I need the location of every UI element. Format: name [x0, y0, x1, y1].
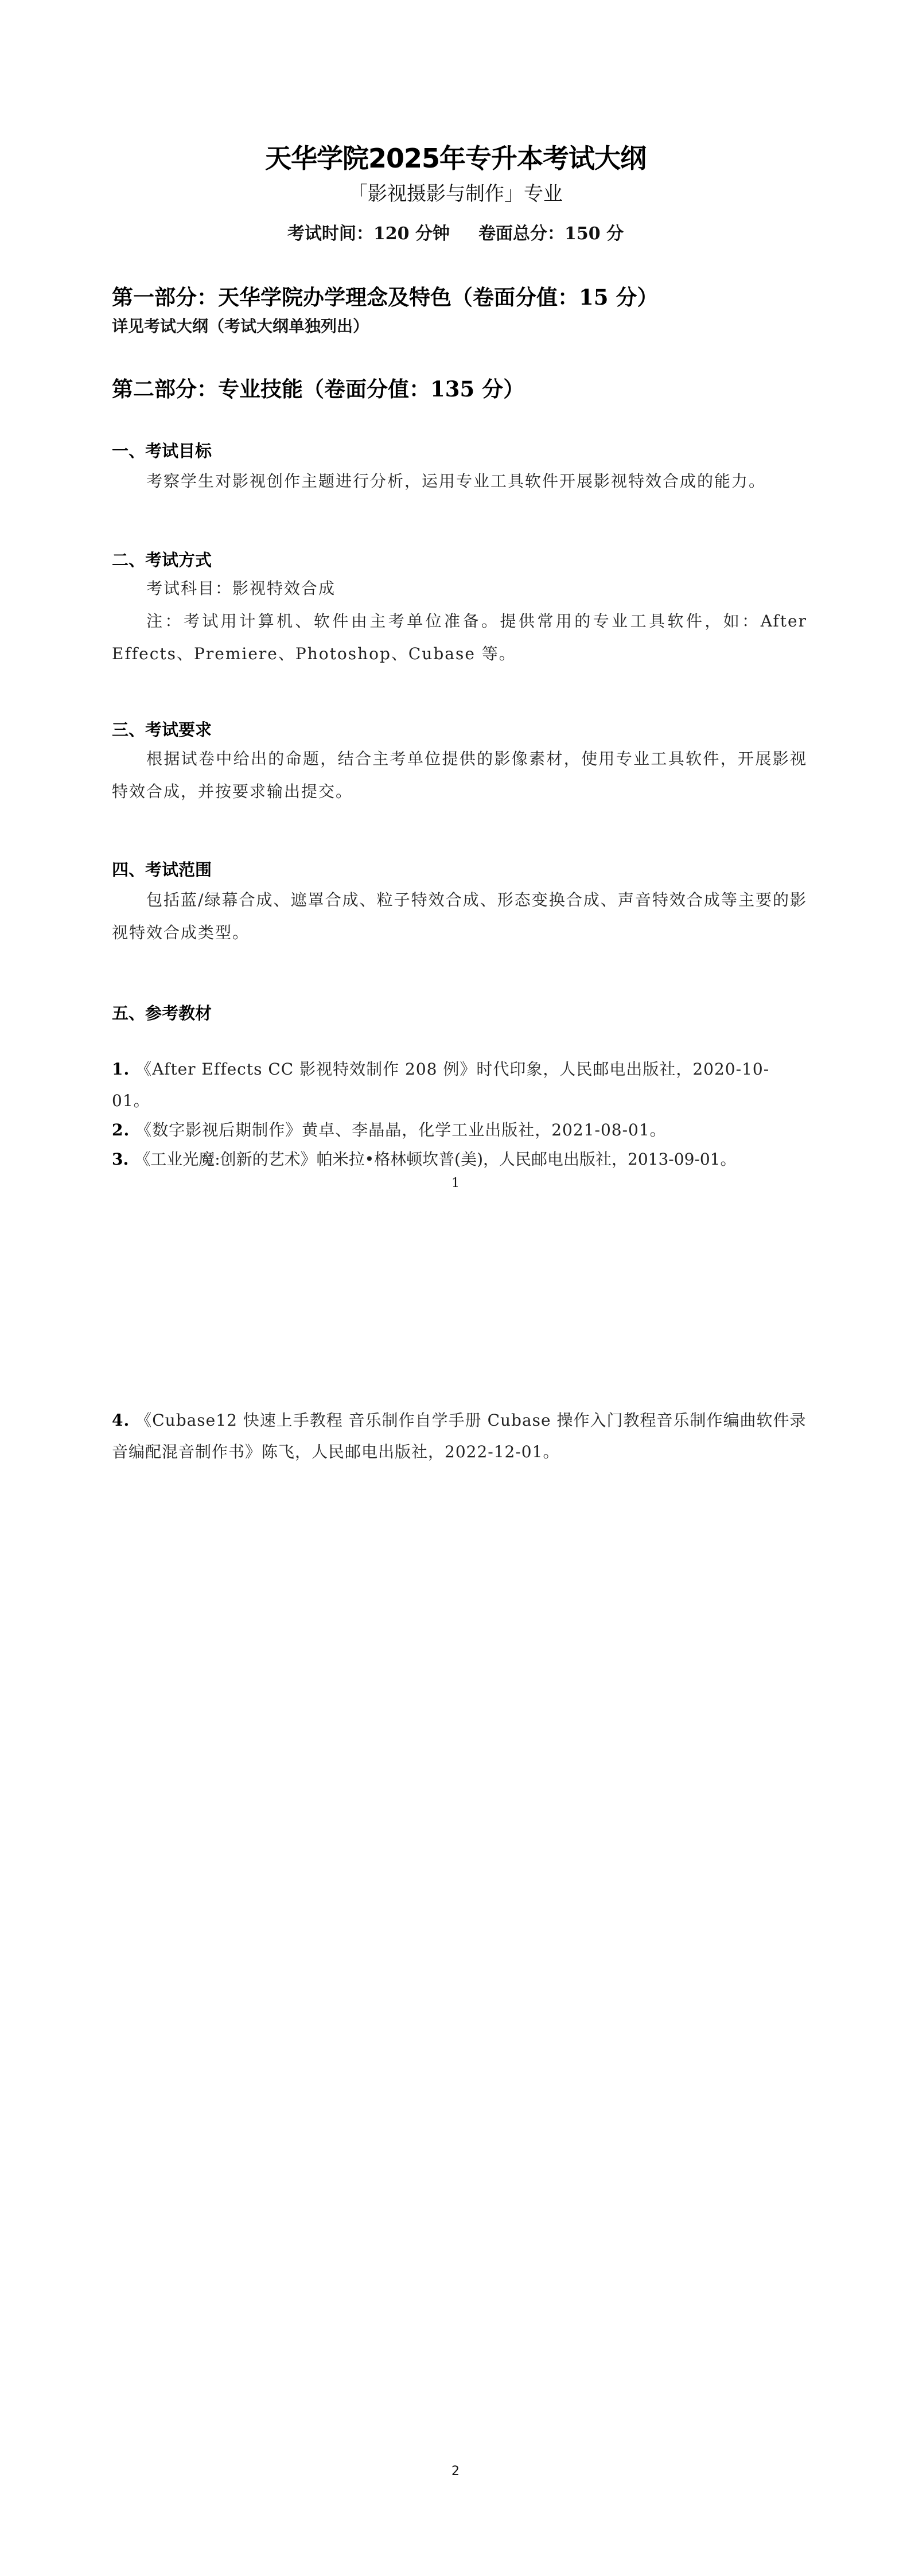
document-title: 天华学院2025年专升本考试大纲	[264, 143, 647, 174]
section-paragraph: 注：考试用计算机、软件由主考单位准备。提供常用的专业工具软件，如：After Effects、Premiere、Photoshop、Cubase 等。	[112, 612, 807, 663]
reference-number: 4.	[112, 1411, 130, 1430]
reference-number: 1.	[112, 1060, 130, 1079]
section-heading-method: 二、考试方式	[112, 550, 212, 570]
reference-text: 《数字影视后期制作》黄卓、李晶晶，化学工业出版社，2021-08-01。	[135, 1120, 667, 1139]
section-paragraph: 考察学生对影视创作主题进行分析，运用专业工具软件开展影视特效合成的能力。	[146, 472, 766, 491]
exam-time: 考试时间：120 分钟	[287, 224, 450, 244]
section-paragraph: 包括蓝/绿幕合成、遮罩合成、粒子特效合成、形态变换合成、声音特效合成等主要的影视特效合成类型。	[112, 890, 807, 942]
total-score: 卷面总分：150 分	[478, 224, 624, 244]
part1-detail: 详见考试大纲（考试大纲单独列出）	[112, 317, 369, 336]
reference-item	[112, 1143, 807, 1175]
section-paragraph: 考试科目：影视特效合成	[146, 579, 336, 598]
reference-text: 《Cubase12 快速上手教程 音乐制作自学手册 Cubase 操作入门教程音乐制作编曲软件录音编配混音制作书》陈飞，人民邮电出版社，2022-12-01。	[112, 1411, 807, 1461]
reference-item	[112, 1053, 807, 1116]
section-heading-requirement: 三、考试要求	[112, 720, 212, 740]
part2-heading: 第二部分：专业技能（卷面分值：135 分）	[112, 376, 525, 402]
page-number: 1	[451, 1176, 460, 1190]
section-heading-scope: 四、考试范围	[112, 860, 212, 880]
section-heading-objective: 一、考试目标	[112, 441, 212, 461]
major-subtitle: 「影视摄影与制作」专业	[348, 182, 563, 205]
part1-heading: 第一部分：天华学院办学理念及特色（卷面分值：15 分）	[112, 285, 659, 310]
reference-text: 《After Effects CC 影视特效制作 208 例》时代印象，人民邮电出版社，2020-10-01。	[112, 1060, 770, 1110]
reference-item	[112, 1114, 807, 1146]
section-paragraph: 根据试卷中给出的命题，结合主考单位提供的影像素材，使用专业工具软件，开展影视特效合成，并按要求输出提交。	[112, 749, 807, 801]
reference-number: 3.	[112, 1150, 129, 1169]
reference-item	[112, 1404, 807, 1468]
page-number: 2	[451, 2464, 460, 2478]
reference-text: 《工业光魔:创新的艺术》帕米拉•格林顿坎普(美)，人民邮电出版社，2013-09-01。	[134, 1150, 737, 1169]
exam-info-line	[0, 219, 911, 244]
section-heading-textbooks: 五、参考教材	[112, 1003, 212, 1023]
reference-number: 2.	[112, 1120, 130, 1139]
